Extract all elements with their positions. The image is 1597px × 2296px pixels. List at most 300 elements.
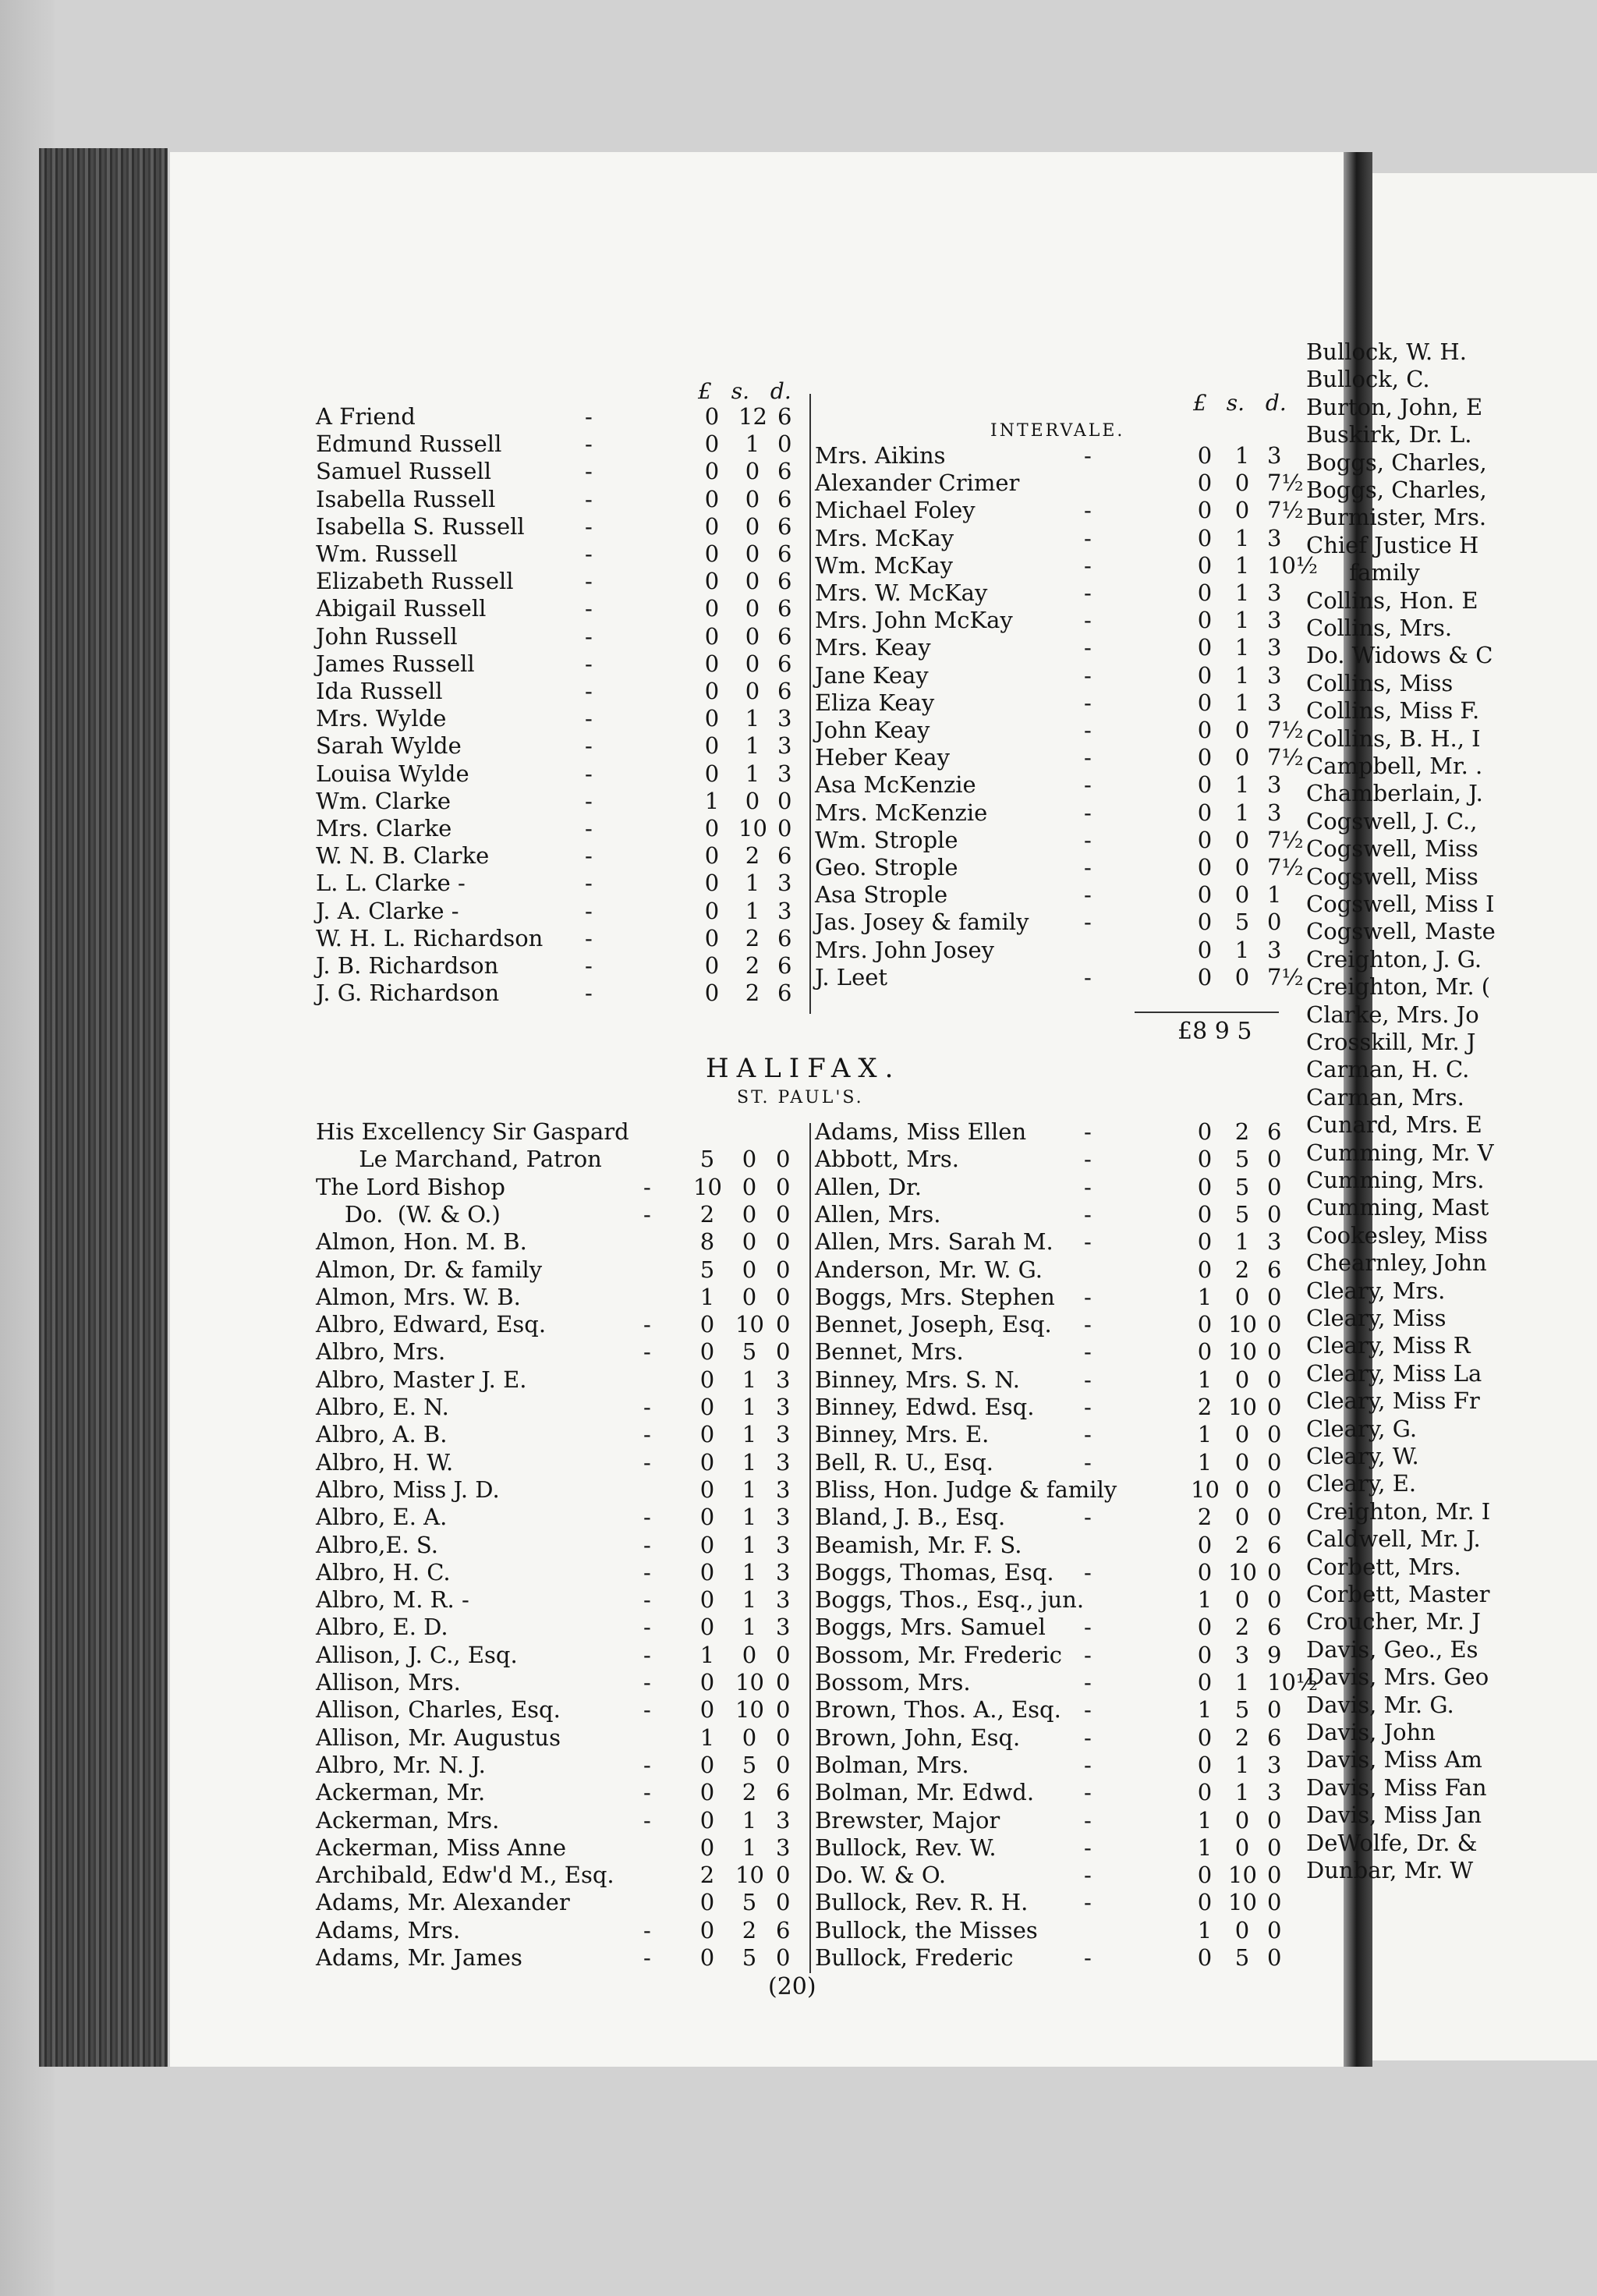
pounds-value: 0 [1197, 717, 1213, 743]
pence-value: 10½ [1267, 1669, 1319, 1695]
list-item [316, 1889, 807, 1916]
pound-header: £ [1193, 390, 1207, 416]
pence-value: 0 [776, 1724, 791, 1751]
list-item [815, 1449, 1298, 1476]
list-item [815, 881, 1298, 909]
shillings-value: 0 [1234, 854, 1250, 880]
pounds-value: 1 [699, 1283, 715, 1310]
pounds-value: 0 [699, 1504, 715, 1531]
shillings-value: 1 [1234, 1669, 1250, 1695]
list-item [316, 898, 809, 925]
list-item [815, 1532, 1298, 1559]
subscriber-name: Almon, Mrs. W. B. [316, 1283, 521, 1310]
list-item: Creighton, J. G. [1306, 945, 1482, 973]
pounds-value: 0 [1197, 579, 1213, 606]
pence-value: 0 [776, 1751, 791, 1778]
pounds-value: 8 [699, 1228, 715, 1256]
list-item [815, 909, 1298, 936]
leader-dash: - [585, 512, 593, 540]
pence-value: 6 [1267, 1256, 1282, 1283]
list-item [316, 870, 809, 897]
pounds-value: 2 [1197, 1394, 1213, 1420]
pounds-value: 1 [699, 1724, 715, 1751]
leader-dash: - [1084, 1311, 1092, 1338]
shillings-value: 1 [742, 1586, 757, 1614]
pence-value: 0 [776, 1146, 791, 1173]
shillings-value: 0 [745, 622, 760, 650]
pounds-value: 0 [1197, 1558, 1213, 1586]
list-item: Cogswell, Miss [1306, 835, 1478, 863]
shillings-value: 1 [1234, 661, 1250, 689]
list-item [316, 1394, 807, 1421]
subscriber-name: Elizabeth Russell [316, 568, 514, 595]
pounds-value: 0 [1197, 1256, 1213, 1283]
list-item: Davis, Miss Jan [1306, 1802, 1482, 1829]
shillings-value: 0 [742, 1146, 757, 1173]
list-item [815, 1724, 1298, 1752]
pence-value: 0 [777, 815, 792, 842]
subscriber-name: Asa Strople [815, 881, 948, 909]
pounds-value: 0 [699, 1311, 715, 1338]
list-item [815, 607, 1298, 634]
list-item: Corbett, Mrs. [1306, 1553, 1461, 1580]
pence-value: 6 [1267, 1118, 1282, 1145]
pounds-value: 0 [704, 705, 720, 732]
list-item [316, 1917, 807, 1944]
list-item [815, 497, 1304, 524]
pence-value: 0 [776, 1283, 791, 1310]
leader-dash: - [585, 403, 593, 430]
shillings-value: 0 [1234, 826, 1250, 853]
pence-value: 3 [1267, 524, 1282, 551]
pounds-value: 2 [699, 1200, 715, 1228]
pence-value: 6 [1267, 1531, 1282, 1558]
list-item [316, 1724, 807, 1752]
shillings-value: 1 [745, 732, 760, 760]
shillings-value: 10 [1228, 1862, 1257, 1889]
leader-dash: - [1084, 881, 1092, 909]
subscriber-name: Allen, Dr. [815, 1173, 922, 1200]
leader-dash: - [643, 1394, 651, 1420]
list-item: Davis, Mrs. Geo [1306, 1664, 1489, 1691]
list-item [316, 1642, 807, 1669]
pence-value: 3 [1267, 1751, 1282, 1778]
pounds-value: 0 [1197, 1669, 1213, 1695]
shillings-value: 1 [1234, 579, 1250, 606]
pence-value: 0 [1267, 1146, 1282, 1173]
pence-value: 3 [1267, 1779, 1282, 1806]
subscriber-name: Abigail Russell [316, 595, 487, 622]
pence-value: 0 [1267, 1394, 1282, 1420]
shillings-value: 10 [735, 1696, 764, 1724]
pounds-value: 0 [1197, 881, 1213, 909]
pence-value: 0 [1267, 1558, 1282, 1586]
leader-dash: - [1084, 744, 1092, 771]
subscriber-name: Albro, H. C. [316, 1558, 451, 1586]
list-item [316, 1366, 807, 1394]
shillings-value: 0 [742, 1228, 757, 1256]
list-item [815, 854, 1304, 881]
pence-value: 0 [1267, 1696, 1282, 1724]
shillings-value: 10 [1228, 1558, 1257, 1586]
list-item [815, 579, 1298, 607]
shillings-value: 1 [742, 1834, 757, 1861]
pounds-value: 0 [704, 815, 720, 842]
list-item [316, 678, 809, 705]
subscriber-name: W. H. L. Richardson [316, 924, 544, 951]
pounds-value: 0 [1197, 1779, 1213, 1806]
pence-value: 3 [777, 732, 792, 760]
shillings-value: 5 [1234, 1200, 1250, 1228]
pounds-value: 0 [699, 1669, 715, 1695]
pounds-value: 0 [699, 1476, 715, 1503]
list-item: Cleary, Miss La [1306, 1359, 1482, 1387]
list-item [316, 540, 809, 568]
intervale-heading: INTERVALE. [990, 421, 1125, 441]
pence-value: 7½ [1267, 469, 1304, 497]
subscriber-name: James Russell [316, 650, 475, 677]
list-item: Carman, H. C. [1306, 1056, 1470, 1083]
leader-dash: - [1084, 1558, 1092, 1586]
list-item: Collins, Mrs. [1306, 615, 1453, 641]
pence-value: 0 [1267, 1834, 1282, 1861]
shillings-value: 10 [735, 1311, 764, 1338]
shillings-value: 0 [742, 1641, 757, 1668]
pence-value: 3 [1267, 634, 1282, 661]
list-item [316, 1256, 807, 1284]
pence-value: 0 [1267, 1338, 1282, 1366]
subscriber-name: Ackerman, Mrs. [316, 1806, 500, 1834]
halifax-heading: HALIFAX. [706, 1053, 901, 1084]
pounds-value: 1 [704, 787, 720, 814]
pounds-value: 0 [704, 924, 720, 951]
subscriber-name: Eliza Keay [815, 689, 935, 716]
list-item [815, 1944, 1298, 1972]
pounds-value: 0 [1197, 936, 1213, 963]
subscriber-name: Ida Russell [316, 678, 443, 704]
subscriber-name: John Keay [815, 717, 930, 743]
shillings-value: 1 [1234, 1751, 1250, 1778]
shillings-value: 0 [1234, 1476, 1250, 1503]
pence-value: 3 [1267, 936, 1282, 963]
list-item: Collins, Hon. E [1306, 586, 1478, 614]
pence-value: 3 [1267, 661, 1282, 689]
subscriber-name: Boggs, Thos., Esq., jun. [815, 1586, 1085, 1614]
pence-value: 6 [777, 924, 792, 951]
leader-dash: - [585, 595, 593, 622]
list-item [815, 1862, 1298, 1889]
subscriber-name: Albro, Edward, Esq. [316, 1311, 547, 1338]
shillings-value: 2 [742, 1779, 757, 1806]
leader-dash: - [1084, 579, 1092, 606]
list-item: Crosskill, Mr. J [1306, 1029, 1476, 1055]
shillings-value: 3 [1234, 1641, 1250, 1668]
leader-dash: - [585, 678, 593, 704]
pounds-value: 0 [1197, 661, 1213, 689]
next-page [1306, 173, 1597, 2060]
list-item [316, 486, 809, 513]
shillings-value: 0 [745, 678, 760, 704]
subscriber-name: Bullock, Frederic [815, 1944, 1014, 1971]
subscriber-name: Bliss, Hon. Judge & family [815, 1476, 1117, 1503]
list-item: Collins, Miss [1306, 669, 1454, 696]
subscriber-name: Asa McKenzie [815, 771, 976, 799]
pence-value: 0 [1267, 1806, 1282, 1834]
pounds-value: 0 [704, 842, 720, 870]
shillings-value: 0 [1234, 1806, 1250, 1834]
list-item [316, 1146, 807, 1173]
subscriber-name: Allison, J. C., Esq. [316, 1641, 518, 1668]
subscriber-name: Louisa Wylde [316, 760, 469, 787]
shillings-value: 0 [1234, 1834, 1250, 1861]
pence-value: 6 [777, 403, 792, 430]
list-item: Chief Justice H [1306, 531, 1479, 558]
leader-dash: - [1084, 1173, 1092, 1200]
subscriber-name: Wm. Russell [316, 540, 458, 567]
leader-dash: - [585, 952, 593, 979]
pence-value: 3 [1267, 442, 1282, 469]
pounds-value: 0 [699, 1889, 715, 1916]
shillings-value: 0 [1234, 1504, 1250, 1531]
pence-value: 7½ [1267, 963, 1304, 990]
pence-value: 3 [777, 897, 792, 924]
list-item [316, 1696, 807, 1724]
pounds-value: 0 [704, 540, 720, 567]
pence-value: 0 [776, 1338, 791, 1366]
leader-dash: - [1084, 1448, 1092, 1476]
shillings-value: 10 [735, 1862, 764, 1889]
list-item [815, 634, 1298, 661]
leader-dash: - [1084, 1504, 1092, 1531]
list-item: Boggs, Charles, [1306, 448, 1487, 476]
shillings-value: 5 [742, 1889, 757, 1916]
list-item [316, 842, 809, 870]
leader-dash: - [585, 760, 593, 787]
pounds-value: 10 [693, 1173, 722, 1200]
leader-dash: - [1084, 689, 1092, 716]
pounds-value: 0 [704, 403, 720, 430]
list-item [815, 1779, 1298, 1806]
pounds-value: 0 [704, 897, 720, 924]
subscriber-name: Isabella S. Russell [316, 512, 525, 540]
pence-value: 3 [776, 1448, 791, 1476]
pounds-value: 0 [704, 458, 720, 485]
list-item [316, 1421, 807, 1448]
pence-value: 6 [777, 458, 792, 485]
list-item: Cleary, Miss R [1306, 1332, 1471, 1359]
pence-value: 3 [776, 1614, 791, 1641]
list-item [316, 925, 809, 952]
subscriber-name: Almon, Hon. M. B. [316, 1228, 527, 1256]
subscriber-name: Mrs. McKay [815, 524, 954, 551]
column-divider-bottom [809, 1123, 811, 1973]
subscriber-name: Adams, Mrs. [316, 1916, 461, 1943]
leader-dash: - [1084, 1283, 1092, 1310]
leader-dash: - [585, 650, 593, 677]
leader-dash: - [1084, 854, 1092, 880]
subscriber-name: Beamish, Mr. F. S. [815, 1531, 1022, 1558]
list-item: Campbell, Mr. . [1306, 753, 1483, 779]
list-item: Bullock, W. H. [1306, 338, 1467, 365]
leader-dash: - [1084, 497, 1092, 524]
list-item [316, 1449, 807, 1476]
shillings-value: 5 [1234, 1173, 1250, 1200]
list-item [815, 662, 1298, 689]
pounds-value: 0 [699, 1558, 715, 1586]
leader-dash: - [1084, 909, 1092, 936]
shillings-value: 1 [745, 897, 760, 924]
pence-value: 0 [776, 1944, 791, 1971]
shillings-value: 0 [742, 1200, 757, 1228]
pounds-value: 2 [1197, 1504, 1213, 1531]
total-rule [1135, 1012, 1279, 1013]
shillings-value: 0 [742, 1256, 757, 1283]
list-item [316, 1504, 807, 1531]
shillings-value: 0 [745, 787, 760, 814]
subscriber-name: Jas. Josey & family [815, 909, 1029, 936]
pounds-value: 0 [1197, 607, 1213, 634]
pounds-value: 0 [699, 1944, 715, 1971]
subscriber-name: Bullock, the Misses [815, 1916, 1038, 1943]
leader-dash: - [643, 1944, 651, 1971]
list-item [316, 1559, 807, 1586]
shillings-value: 1 [1234, 634, 1250, 661]
shillings-value: 1 [1234, 936, 1250, 963]
leader-dash: - [643, 1448, 651, 1476]
pence-value: 0 [1267, 1283, 1282, 1310]
list-item [815, 1559, 1298, 1586]
pounds-value: 0 [699, 1448, 715, 1476]
pence-value: 3 [776, 1834, 791, 1861]
subscriber-name: Le Marchand, Patron [316, 1146, 602, 1173]
list-item [316, 1174, 807, 1201]
list-item [316, 1118, 807, 1146]
shillings-value: 1 [742, 1504, 757, 1531]
list-item: Clarke, Mrs. Jo [1306, 1001, 1479, 1028]
subscriber-name: Mrs. Clarke [316, 815, 452, 842]
pounds-value: 0 [1197, 1311, 1213, 1338]
pounds-value: 0 [1197, 744, 1213, 771]
subscriber-name: Bolman, Mrs. [815, 1751, 969, 1778]
subscriber-name: Albro, Mrs. [316, 1338, 446, 1366]
shillings-value: 5 [1234, 909, 1250, 936]
shillings-value: 2 [1234, 1531, 1250, 1558]
pounds-value: 0 [699, 1394, 715, 1420]
subscriber-name: Brewster, Major [815, 1806, 1000, 1834]
pounds-value: 1 [1197, 1806, 1213, 1834]
list-item: Burton, John, E [1306, 393, 1483, 420]
shillings-value: 5 [742, 1338, 757, 1366]
pounds-value: 0 [699, 1614, 715, 1641]
pence-value: 3 [776, 1531, 791, 1558]
leader-dash: - [585, 924, 593, 951]
leader-dash: - [1084, 1338, 1092, 1366]
pounds-value: 0 [699, 1366, 715, 1393]
pounds-value: 0 [1197, 1614, 1213, 1641]
pounds-value: 0 [699, 1586, 715, 1614]
shillings-value: 0 [745, 458, 760, 485]
leader-dash: - [643, 1779, 651, 1806]
list-item [815, 1228, 1298, 1256]
subscriber-name: Sarah Wylde [316, 732, 462, 760]
leader-dash: - [643, 1531, 651, 1558]
subscriber-name: Allison, Mrs. [316, 1669, 461, 1695]
list-item [316, 760, 809, 788]
shillings-value: 10 [1228, 1394, 1257, 1420]
pounds-value: 0 [1197, 1889, 1213, 1916]
shillings-value: 0 [745, 485, 760, 512]
list-item [316, 1338, 807, 1366]
shillings-value: 1 [742, 1614, 757, 1641]
pounds-value: 0 [1197, 1228, 1213, 1256]
shillings-value: 10 [1228, 1338, 1257, 1366]
list-item [316, 403, 809, 430]
subscriber-name: Binney, Edwd. Esq. [815, 1394, 1035, 1420]
list-item: family [1306, 559, 1420, 586]
shillings-value: 1 [1234, 1779, 1250, 1806]
subscriber-name: Albro, E. D. [316, 1614, 448, 1641]
leader-dash: - [1084, 1394, 1092, 1420]
pounds-value: 0 [704, 980, 720, 1007]
list-item [316, 623, 809, 650]
list-item: Cumming, Mast [1306, 1194, 1489, 1221]
shillings-value: 0 [742, 1283, 757, 1310]
subscriber-name: Bolman, Mr. Edwd. [815, 1779, 1035, 1806]
pounds-value: 5 [699, 1146, 715, 1173]
leader-dash: - [643, 1806, 651, 1834]
currency-header-right [1193, 390, 1287, 416]
pounds-value: 0 [704, 678, 720, 704]
shillings-value: 1 [1234, 1228, 1250, 1256]
pounds-value: 0 [699, 1916, 715, 1943]
leader-dash: - [1084, 1641, 1092, 1668]
pence-value: 6 [777, 540, 792, 567]
pounds-value: 0 [1197, 1200, 1213, 1228]
shillings-value: 2 [1234, 1614, 1250, 1641]
subscriber-name: Albro, M. R. - [316, 1586, 469, 1614]
subscriber-name: Wm. Strople [815, 826, 958, 853]
pence-value: 7½ [1267, 717, 1304, 743]
list-item [815, 1256, 1298, 1284]
pence-value: 3 [1267, 579, 1282, 606]
shillings-value: 2 [745, 924, 760, 951]
list-item [316, 732, 809, 760]
list-item [316, 458, 809, 485]
pounds-value: 0 [699, 1696, 715, 1724]
shillings-value: 2 [742, 1916, 757, 1943]
shillings-value: 0 [1234, 1916, 1250, 1943]
list-item [316, 980, 809, 1007]
shillings-value: 1 [1234, 689, 1250, 716]
leader-dash: - [643, 1586, 651, 1614]
list-item: Chearnley, John [1306, 1249, 1487, 1277]
list-item [815, 1146, 1298, 1173]
list-item [316, 650, 809, 678]
pounds-value: 0 [704, 595, 720, 622]
pence-value: 6 [776, 1779, 791, 1806]
list-item [815, 1807, 1298, 1834]
list-item [815, 1118, 1298, 1146]
intervale-total: £8 9 5 [1177, 1018, 1252, 1045]
leader-dash: - [643, 1421, 651, 1448]
book-spine [39, 148, 168, 2067]
pounds-value: 0 [699, 1751, 715, 1778]
list-item: Davis, Miss Fan [1306, 1773, 1487, 1801]
subscriber-name: Ackerman, Miss Anne [316, 1834, 567, 1861]
list-item [815, 1889, 1298, 1916]
pence-value: 0 [1267, 1476, 1282, 1503]
leader-dash: - [1084, 1118, 1092, 1145]
